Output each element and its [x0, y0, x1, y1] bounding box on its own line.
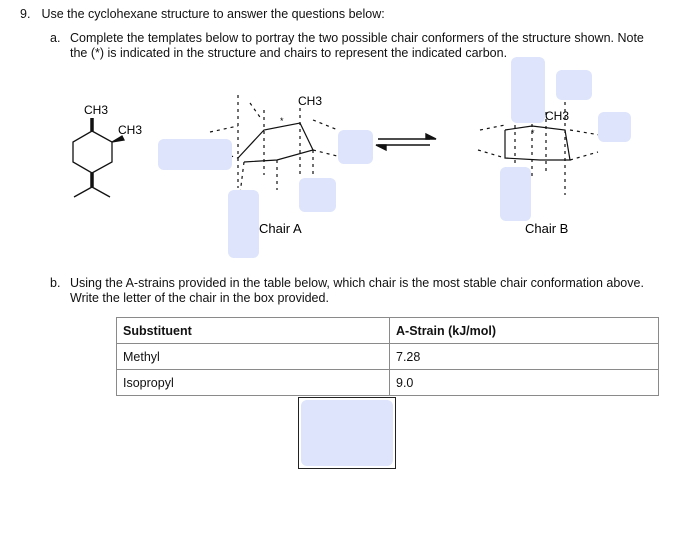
question-number: 9.	[20, 7, 31, 21]
answer-dropzone[interactable]	[301, 400, 393, 466]
forward-arrow-head	[426, 134, 436, 139]
part-b-prompt	[50, 276, 670, 306]
dropzone-chair-a-bottom[interactable]	[228, 190, 259, 258]
chair-b-eq-1	[480, 125, 505, 130]
cyclohexane-structure	[73, 118, 124, 197]
chair-b-eq-2	[570, 130, 600, 135]
chair-a-eq-5	[250, 103, 262, 120]
question-text: Use the cyclohexane structure to answer the questions below:	[41, 7, 385, 21]
dropzone-chair-b-top-right[interactable]	[556, 70, 592, 100]
isopropyl-right	[92, 187, 110, 197]
dropzone-chair-a-right[interactable]	[338, 130, 373, 164]
dropzone-chair-b-bottom[interactable]	[500, 167, 531, 221]
table-cell-a-strain: 7.28	[390, 344, 659, 370]
equilibrium-arrows	[376, 134, 436, 150]
chair-b-eq-4	[478, 150, 505, 158]
part-b-text: Using the A-strains provided in the table below, which chair is the most stable chair conformation above. Write the letter of the chair in the box provided.	[70, 276, 644, 305]
chair-a-ring	[238, 123, 313, 162]
table-header-a-strain: A-Strain (kJ/mol)	[390, 318, 659, 344]
table-header-substituent: Substituent	[117, 318, 390, 344]
table-row	[117, 344, 659, 370]
a-strain-table	[116, 317, 659, 396]
cyclohexane-ring	[73, 131, 112, 173]
isopropyl-left	[74, 187, 92, 197]
chair-a-label: Chair A	[259, 221, 302, 236]
table-cell-a-strain: 9.0	[390, 370, 659, 396]
chair-a-ch3: CH3	[298, 94, 323, 108]
chair-b-label: Chair B	[525, 221, 569, 236]
dropzone-chair-b-top-left[interactable]	[511, 57, 545, 123]
chair-b-eq-3	[570, 152, 598, 160]
table-cell-substituent: Methyl	[117, 344, 390, 370]
reverse-arrow-head	[376, 145, 386, 150]
chair-a-eq-2	[313, 120, 338, 130]
dropzone-chair-a-lower[interactable]	[299, 178, 336, 212]
chair-a-eq-1	[210, 126, 238, 132]
table-cell-substituent: Isopropyl	[117, 370, 390, 396]
table-header-row	[117, 318, 659, 344]
table-row	[117, 370, 659, 396]
chair-b-star: *	[531, 128, 535, 138]
chair-a-star: *	[280, 116, 284, 126]
structure-ch3-top: CH3	[84, 103, 109, 117]
dropzone-chair-a-left[interactable]	[158, 139, 232, 170]
part-a-letter: a.	[50, 31, 61, 45]
structure-ch3-right: CH3	[118, 123, 143, 137]
answer-box[interactable]	[298, 397, 396, 469]
chair-b-ch3: CH3	[545, 109, 570, 123]
dropzone-chair-b-right[interactable]	[598, 112, 631, 142]
part-b-letter: b.	[50, 276, 61, 290]
part-a-text: Complete the templates below to portray the two possible chair conformers of the structure shown. Note the (*) is indicated in the structure and chairs to represent the indicated carbon.	[70, 31, 644, 60]
